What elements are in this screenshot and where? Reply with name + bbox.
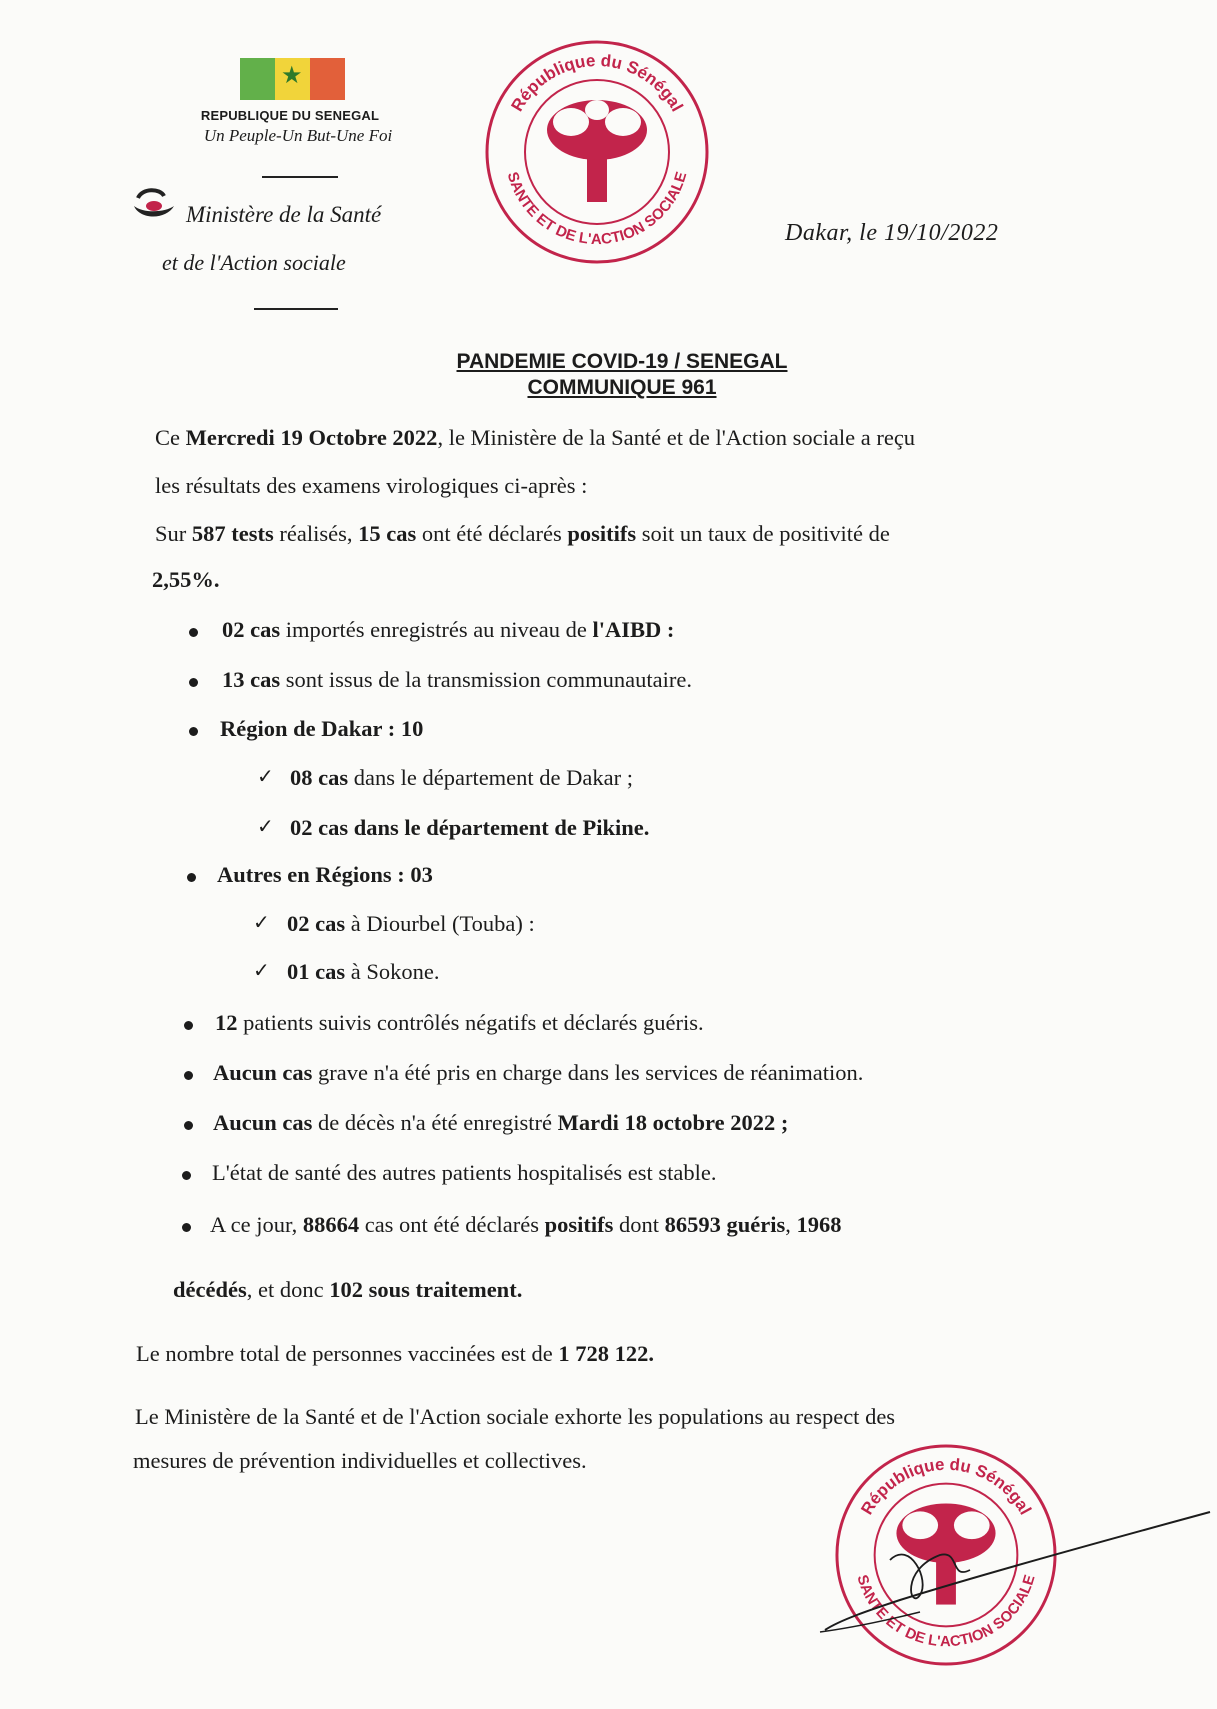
intro-line-3: Sur 587 tests réalisés, 15 cas ont été déclarés positifs soit un taux de positivité de [155,521,890,546]
vaccination-total: Le nombre total de personnes vaccinées est de 1 728 122. [136,1341,654,1366]
divider [254,308,338,310]
stamp-top-text: République du Sénégal [507,50,687,115]
document-title: PANDEMIE COVID-19 / SENEGAL [456,350,788,373]
bullet [189,727,198,736]
exhortation-line-2: mesures de prévention individuelles et collectives. [133,1448,587,1473]
sub-item: 02 cas à Diourbel (Touba) : [287,911,535,936]
stamp-top-text: République du Sénégal [857,1454,1035,1518]
list-item: Autres en Régions : 03 [217,862,433,887]
list-item: L'état de santé des autres patients hospitalisés est stable. [212,1160,717,1185]
stamp-bottom-text: SANTE ET DE L'ACTION SOCIALE [503,169,691,249]
list-item: 12 patients suivis contrôlés négatifs et déclarés guéris. [215,1010,704,1035]
ministry-name-line2: et de l'Action sociale [162,250,346,275]
positivity-rate: 2,55%. [152,567,220,592]
list-item: Aucun cas grave n'a été pris en charge dans les services de réanimation. [213,1060,864,1085]
sub-item: 01 cas à Sokone. [287,959,440,984]
intro-line-2: les résultats des examens virologiques ci-après : [155,473,588,498]
star-icon: ★ [281,61,303,89]
exhortation-line-1: Le Ministère de la Santé et de l'Action sociale exhorte les populations au respect des [135,1404,896,1429]
bullet [189,678,198,687]
list-item: 02 cas importés enregistrés au niveau de l'AIBD : [222,617,675,642]
list-item: Aucun cas de décès n'a été enregistré Mardi 18 octobre 2022 ; [213,1110,789,1135]
signature [810,1500,1217,1640]
checkmark-icon: ✓ [253,958,270,982]
bullet [182,1171,191,1180]
bullet [184,1021,193,1030]
list-item: A ce jour, 88664 cas ont été déclarés positifs dont 86593 guéris, 1968 [210,1212,842,1237]
list-item-continuation: décédés, et donc 102 sous traitement. [173,1277,523,1302]
ministry-name-line1: Ministère de la Santé [186,202,382,227]
list-item: 13 cas sont issus de la transmission communautaire. [222,667,692,692]
bullet [184,1071,193,1080]
document-date: Dakar, le 19/10/2022 [785,220,999,246]
checkmark-icon: ✓ [253,910,270,934]
ministry-stamp-top [483,38,711,266]
bullet [187,873,196,882]
checkmark-icon: ✓ [257,814,274,838]
divider [262,176,338,178]
senegal-flag [240,58,345,100]
checkmark-icon: ✓ [257,764,274,788]
list-item: Région de Dakar : 10 [220,716,424,741]
stamp-bottom-text: SANTE ET DE L'ACTION SOCIALE [853,1573,1039,1651]
sub-item: 02 cas dans le département de Pikine. [290,815,650,840]
intro-line-1: Ce Mercredi 19 Octobre 2022, le Ministère de la Santé et de l'Action sociale a reçu [155,425,916,450]
ministry-logo-icon [130,184,178,224]
country-name: REPUBLIQUE DU SENEGAL [200,108,380,123]
sub-item: 08 cas dans le département de Dakar ; [290,765,634,790]
bullet [182,1223,191,1232]
communique-number: COMMUNIQUE 961 [527,376,717,399]
baobab-tree-icon [547,100,647,202]
bullet [184,1121,193,1130]
bullet [189,628,198,637]
national-motto: Un Peuple-Un But-Une Foi [203,126,393,145]
